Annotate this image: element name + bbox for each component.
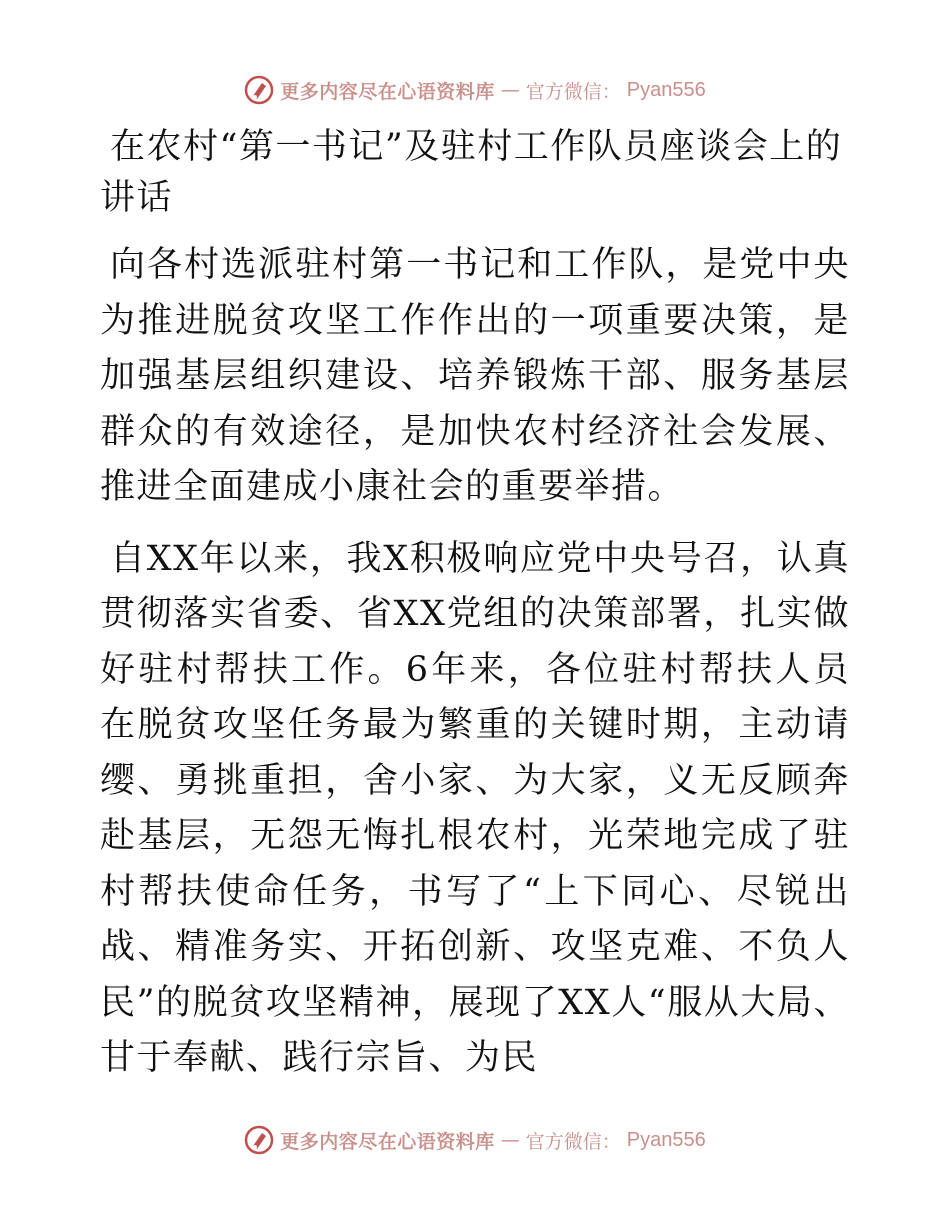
banner-wechat-id: Pyan556 [626, 1128, 706, 1151]
banner-wechat-id: Pyan556 [626, 78, 706, 101]
footer-banner [0, 1120, 950, 1160]
banner-dash: — [500, 79, 520, 101]
paragraph-2: 自XX年以来，我X积极响应党中央号召，认真贯彻落实省委、省XX党组的决策部署，扎实做好驻村帮扶工作。6年来，各位驻村帮扶人员在脱贫攻坚任务最为繁重的关键时期，主动请缨、勇挑重担，舍小家、为大家，义无反顾奔赴基层，无怨无悔扎根农村，光荣地完成了驻村帮扶使命任务，书写了“上下同心、尽锐出战、精准务实、开拓创新、攻坚克难、不负人民”的脱贫攻坚精神，展现了XX人“服从大局、甘于奉献、践行宗旨、为民 [100, 538, 850, 1078]
paragraph-1: 向各村选派驻村第一书记和工作队，是党中央为推进脱贫攻坚工作作出的一项重要决策，是加强基层组织建设、培养锻炼干部、服务基层群众的有效途径，是加快农村经济社会发展、推进全面建成小康社会的重要举措。 [100, 245, 850, 507]
banner-wechat-label: 官方微信： [525, 80, 621, 103]
banner-wechat-label: 官方微信： [525, 1130, 621, 1153]
document-title: 在农村“第一书记”及驻村工作队员座谈会上的讲话 [100, 127, 843, 218]
banner-text: 更多内容尽在心语资料库 [280, 80, 495, 103]
pen-nib-logo-icon [244, 1125, 274, 1155]
banner-text: 更多内容尽在心语资料库 [280, 1130, 495, 1153]
header-banner [0, 70, 950, 110]
document-body [100, 122, 850, 1103]
banner-dash: — [500, 1129, 520, 1151]
pen-nib-logo-icon [244, 75, 274, 105]
